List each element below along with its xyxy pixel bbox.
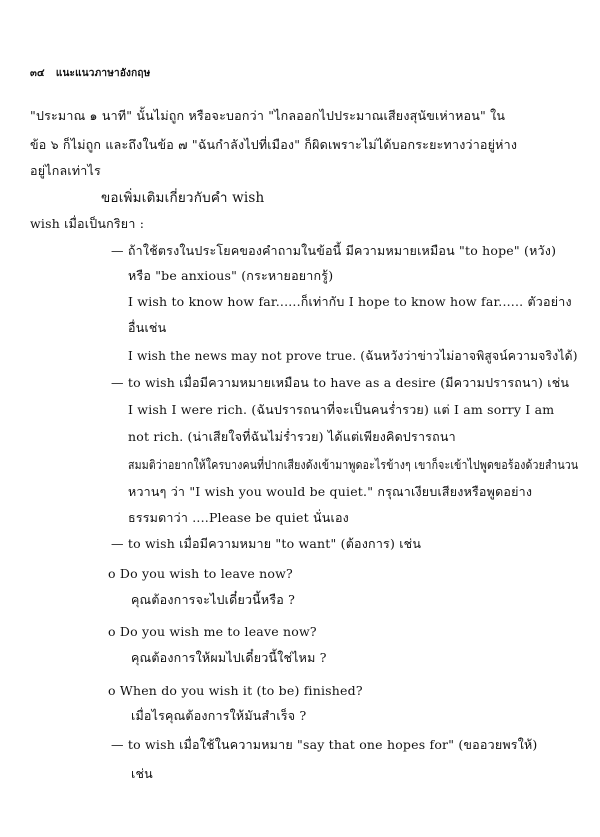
page-number: ๓๔	[30, 68, 45, 79]
example-line: I wish the news may not prove true. (ฉันหวังว่าข่าวไม่อาจพิสูจน์ความจริงได้)	[128, 348, 578, 363]
body-line: ข้อ ๖ ก็ไม่ถูก และถึงในข้อ ๗ "ฉันกำลังไปที่เมือง" ก็ผิดเพราะไม่ได้บอกระยะทางว่าอยู่ห่าง	[30, 137, 518, 152]
example-line: o Do you wish me to leave now?	[108, 624, 317, 639]
example-line: I wish I were rich. (ฉันปรารถนาที่จะเป็นคนร่ำรวย) แต่ I am sorry I am	[128, 402, 555, 417]
body-line: — ถ้าใช้ตรงในประโยคของคำถามในข้อนี้ มีความหมายเหมือน "to hope" (หวัง)	[111, 243, 557, 258]
body-line: — to wish เมื่อมีความหมาย "to want" (ต้องการ) เช่น	[111, 536, 422, 551]
example-line: o Do you wish to leave now?	[108, 566, 293, 581]
translation-line: คุณต้องการจะไปเดี๋ยวนี้หรือ ?	[131, 592, 296, 607]
body-line: อยู่ไกลเท่าไร	[30, 163, 101, 178]
section-heading: ขอเพิ่มเติมเกี่ยวกับคำ wish	[101, 190, 265, 206]
example-line: I wish to know how far......ก็เท่ากับ I hope to know how far...... ตัวอย่าง	[128, 294, 572, 309]
translation-line: คุณต้องการให้ผมไปเดี๋ยวนี้ใช่ไหม ?	[131, 650, 327, 665]
body-line: — to wish เมื่อใช้ในความหมาย "say that one hopes for" (ขออวยพรให้)	[111, 737, 538, 752]
example-line: หวานๆ ว่า "I wish you would be quiet." กรุณาเงียบเสียงหรือพูดอย่าง	[128, 484, 533, 499]
body-line: ธรรมดาว่า ....Please be quiet นั่นเอง	[128, 510, 349, 525]
body-line: — to wish เมื่อมีความหมายเหมือน to have as a desire (มีความปรารถนา) เช่น	[111, 375, 570, 390]
page-header	[30, 66, 150, 82]
body-line: หรือ "be anxious" (กระหายอยากรู้)	[128, 268, 334, 283]
body-line: อื่นเช่น	[128, 320, 167, 335]
example-line: o When do you wish it (to be) finished?	[108, 683, 363, 698]
body-line: not rich. (น่าเสียใจที่ฉันไม่ร่ำรวย) ได้แต่เพียงคิดปรารถนา	[128, 429, 456, 444]
translation-line: เมื่อไรคุณต้องการให้มันสำเร็จ ?	[131, 708, 307, 723]
subheading: wish เมื่อเป็นกริยา :	[30, 216, 145, 231]
body-line: สมมติว่าอยากให้ใครบางคนที่ปากเสียงดังเข้ามาพูดอะไรข้างๆ เขาก็จะเข้าไปพูดขอร้องด้วยสำนวน	[128, 457, 579, 472]
body-line: "ประมาณ ๑ นาที" นั้นไม่ถูก หรือจะบอกว่า "ไกลออกไปประมาณเสียงสุนัขเห่าหอน" ใน	[30, 108, 506, 123]
body-line: เช่น	[131, 766, 153, 781]
running-title: แนะแนวภาษาอังกฤษ	[55, 68, 151, 79]
